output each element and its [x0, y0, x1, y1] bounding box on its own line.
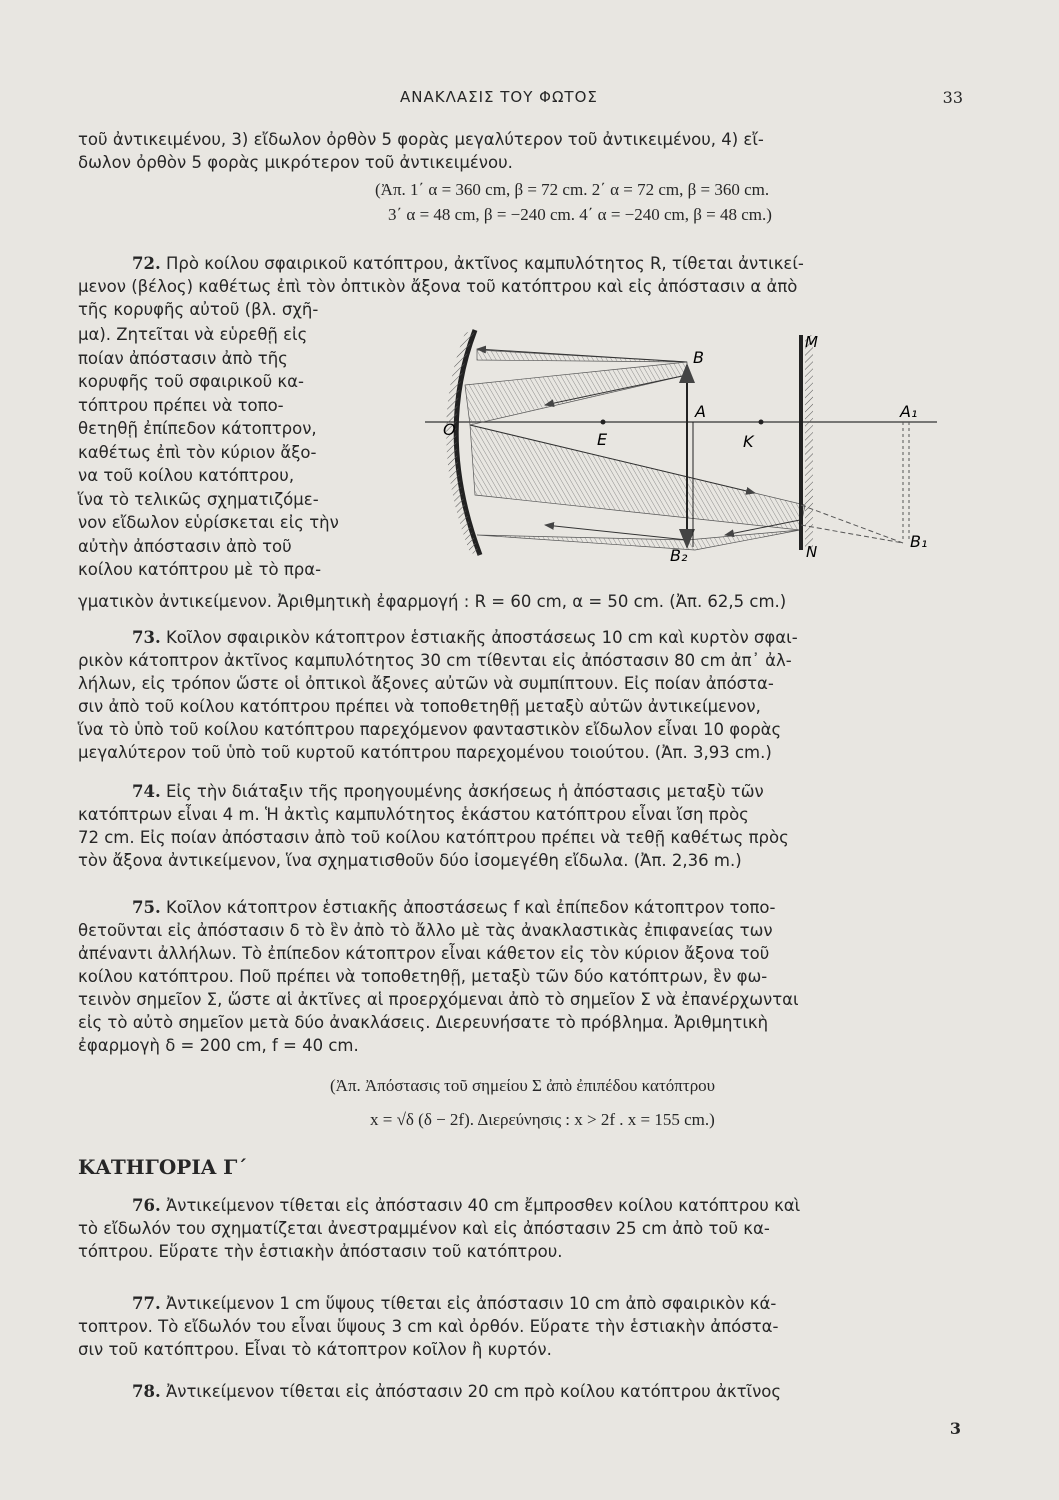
exercise-line: 72 cm. Εἰς ποίαν ἀπόστασιν ἀπὸ τοῦ κοίλου κατόπτρου πρέπει νὰ τεθῇ καθέτως πρὸς	[78, 828, 789, 847]
exercise-line: τὸ εἴδωλόν του σχηματίζεται ἀνεστραμμένον καὶ εἰς ἀπόστασιν 25 cm ἀπὸ τοῦ κα-	[78, 1219, 770, 1238]
exercise-line: ἀπέναντι ἀλλήλων. Τὸ ἐπίπεδον κάτοπτρον εἶναι κάθετον εἰς τὸν κύριον ἄξονα τοῦ	[78, 944, 770, 963]
narrow-line: αὐτὴν ἀπόστασιν ἀπὸ τοῦ	[78, 536, 292, 556]
exercise-number: 78.	[132, 1382, 161, 1401]
figure-svg	[425, 325, 955, 575]
exercise-line: τῆς κορυφῆς αὐτοῦ (βλ. σχῆ-	[78, 300, 319, 319]
center-point	[759, 420, 764, 425]
exercise-text: Ἀντικείμενον 1 cm ὕψους τίθεται εἰς ἀπόστασιν 10 cm ἀπὸ σφαιρικὸν κά-	[165, 1294, 777, 1313]
beam-region	[465, 362, 687, 425]
exercise-72	[78, 252, 964, 321]
intro-line: τοῦ ἀντικειμένου, 3) εἴδωλον ὀρθὸν 5 φορὰς μεγαλύτερον τοῦ ἀντικειμένου, 4) εἴ-	[78, 130, 764, 149]
signature-mark: 3	[949, 1419, 961, 1438]
narrow-line: κορυφῆς τοῦ σφαιρικοῦ κα-	[78, 372, 304, 391]
exercise-line: τεινὸν σημεῖον Σ, ὥστε αἱ ἀκτῖνες αἱ προερχόμεναι ἀπὸ τὸ σημεῖον Σ νὰ ἐπανέρχωνται	[78, 990, 799, 1009]
exercise-78	[78, 1380, 964, 1403]
exercise-line: μενον (βέλος) καθέτως ἐπὶ τὸν ὀπτικὸν ἄξονα τοῦ κατόπτρου καὶ εἰς ἀπόστασιν α ἀπὸ	[78, 277, 798, 296]
exercise-line: ἐφαρμογὴ δ = 200 cm, f = 40 cm.	[78, 1036, 359, 1055]
section-title: ΚΑΤΗΓΟΡΙΑ Γ΄	[78, 1155, 248, 1179]
exercise-line: εἰς τὸ αὐτὸ σημεῖον μετὰ δύο ἀνακλάσεις. Διερευνήσατε τὸ πρόβλημα. Ἀριθμητικὴ	[78, 1013, 769, 1032]
exercise-line	[78, 1292, 964, 1315]
label-B2: B₂	[670, 546, 688, 565]
label-B: B	[693, 348, 704, 367]
label-B1: B₁	[910, 532, 928, 551]
label-N: N	[806, 543, 818, 561]
exercise-number: 74.	[132, 782, 161, 801]
beam-region	[470, 425, 805, 530]
exercise-line: γματικὸν ἀντικείμενον. Ἀριθμητικὴ ἐφαρμογή : R = 60 cm, α = 50 cm. (Ἀπ. 62,5 cm.)	[78, 592, 787, 611]
exercise-line	[78, 1380, 964, 1403]
label-A: A	[695, 402, 706, 421]
page-number: 33	[942, 88, 963, 107]
exercise-number: 72.	[132, 254, 161, 273]
mirror-figure	[425, 325, 955, 575]
exercise-76	[78, 1194, 964, 1263]
exercise-text: Κοῖλον σφαιρικὸν κάτοπτρον ἑστιακῆς ἀποστάσεως 10 cm καὶ κυρτὸν σφαι-	[165, 628, 798, 647]
narrow-line: τόπτρου πρέπει νὰ τοπο-	[78, 395, 284, 415]
exercise-73	[78, 626, 964, 764]
label-O: O	[443, 420, 456, 439]
exercise-line: τόπτρου. Εὕρατε τὴν ἑστιακὴν ἀπόστασιν τοῦ κατόπτρου.	[78, 1242, 563, 1261]
exercise-line: σιν τοῦ κατόπτρου. Εἶναι τὸ κάτοπτρον κοῖλον ἢ κυρτόν.	[78, 1340, 552, 1359]
narrow-line: νον εἴδωλον εὑρίσκεται εἰς τὴν	[78, 513, 339, 532]
virtual-ray	[801, 525, 903, 543]
narrow-line: να τοῦ κοίλου κατόπτρου,	[78, 466, 295, 485]
intro-line: δωλον ὀρθὸν 5 φορὰς μικρότερον τοῦ ἀντικειμένου.	[78, 153, 513, 172]
narrow-line: μα). Ζητεῖται νὰ εὑρεθῇ εἰς	[78, 325, 308, 344]
exercise-line: ἵνα τὸ ὑπὸ τοῦ κοίλου κατόπτρου παρεχόμενον φανταστικὸν εἴδωλον εἶναι 10 φορὰς	[78, 720, 782, 739]
exercise-line	[78, 626, 964, 649]
intro-answer: 3΄ α = 48 cm, β = −240 cm. 4΄ α = −240 cm, β = 48 cm.)	[388, 205, 772, 224]
exercise-line	[78, 896, 964, 919]
exercise-text: Ἀντικείμενον τίθεται εἰς ἀπόστασιν 40 cm ἔμπροσθεν κοίλου κατόπτρου καὶ	[165, 1196, 801, 1215]
narrow-line: θετηθῇ ἐπίπεδον κάτοπτρον,	[78, 419, 317, 438]
exercise-72-end	[78, 590, 964, 613]
virtual-ray	[801, 505, 903, 543]
plane-mirror-hatching	[805, 335, 813, 550]
narrow-line: καθέτως ἐπὶ τὸν κύριον ἄξο-	[78, 442, 317, 462]
exercise-line: κοίλου κατόπτρου. Ποῦ πρέπει νὰ τοποθετηθῇ, μεταξὺ τῶν δύο κατόπτρων, ἓν φω-	[78, 967, 768, 986]
page-header	[0, 88, 1059, 112]
exercise-line	[78, 252, 964, 275]
intro-answer: (Ἀπ. 1΄ α = 360 cm, β = 72 cm. 2΄ α = 72 cm, β = 360 cm.	[375, 180, 770, 199]
exercise-74	[78, 780, 964, 872]
narrow-line: κοίλου κατόπτρου μὲ τὸ πρα-	[78, 560, 322, 579]
exercise-text: Πρὸ κοίλου σφαιρικοῦ κατόπτρου, ἀκτῖνος καμπυλότητος R, τίθεται ἀντικεί-	[165, 254, 804, 273]
label-E: E	[597, 430, 608, 449]
exercise-77	[78, 1292, 964, 1361]
running-title: ΑΝΑΚΛΑΣΙΣ ΤΟΥ ΦΩΤΟΣ	[400, 88, 598, 106]
exercise-75-answer: x = √δ (δ − 2f). Διερεύνησις : x > 2f . x = 155 cm.)	[370, 1110, 715, 1129]
exercise-line: κατόπτρων εἶναι 4 m. Ἡ ἀκτὶς καμπυλότητος ἑκάστου κατόπτρου εἶναι ἴση πρὸς	[78, 805, 749, 824]
exercise-text: Ἀντικείμενον τίθεται εἰς ἀπόστασιν 20 cm πρὸ κοίλου κατόπτρου ἀκτῖνος	[165, 1382, 782, 1401]
exercise-number: 75.	[132, 898, 161, 917]
narrow-line: ποίαν ἀπόστασιν ἀπὸ τῆς	[78, 348, 288, 368]
exercise-number: 76.	[132, 1196, 161, 1215]
exercise-line: τοπτρον. Τὸ εἴδωλόν του εἶναι ὕψους 3 cm καὶ ὀρθόν. Εὕρατε τὴν ἑστιακὴν ἀπόστα-	[78, 1317, 779, 1336]
label-M: M	[805, 333, 818, 351]
narrow-line: ἵνα τὸ τελικῶς σχηματιζόμε-	[78, 489, 319, 509]
exercise-number: 73.	[132, 628, 161, 647]
focal-point	[601, 420, 606, 425]
label-K: K	[743, 432, 754, 451]
exercise-text: Εἰς τὴν διάταξιν τῆς προηγουμένης ἀσκήσεως ἡ ἀπόστασις μεταξὺ τῶν	[165, 782, 764, 801]
exercise-line	[78, 1194, 964, 1217]
intro-block	[78, 128, 964, 174]
exercise-line: σιν ἀπὸ τοῦ κοίλου κατόπτρου πρέπει νὰ τοποθετηθῇ μεταξὺ αὐτῶν ἀντικείμενον,	[78, 697, 761, 716]
exercise-line: τὸν ἄξονα ἀντικείμενον, ἵνα σχηματισθοῦν δύο ἰσομεγέθη εἴδωλα. (Ἀπ. 2,36 m.)	[78, 851, 742, 870]
exercise-75	[78, 896, 964, 1057]
exercise-number: 77.	[132, 1294, 161, 1313]
exercise-text: Κοῖλον κάτοπτρον ἑστιακῆς ἀποστάσεως f καὶ ἐπίπεδον κάτοπτρον τοπο-	[165, 898, 776, 917]
exercise-72-narrow	[78, 323, 408, 582]
exercise-line: θετοῦνται εἰς ἀπόστασιν δ τὸ ἓν ἀπὸ τὸ ἄλλο μὲ τὰς ἀνακλαστικὰς ἐπιφανείας των	[78, 921, 773, 940]
exercise-line: ρικὸν κάτοπτρον ἀκτῖνος καμπυλότητος 30 cm τίθενται εἰς ἀπόστασιν 80 cm ἀπ᾽ ἀλ-	[78, 651, 792, 670]
exercise-line: μεγαλύτερον τοῦ ὑπὸ τοῦ κυρτοῦ κατόπτρου παρεχομένου τοιούτου. (Ἀπ. 3,93 cm.)	[78, 743, 772, 762]
exercise-75-answer: (Ἀπ. Ἀπόστασις τοῦ σημείου Σ ἀπὸ ἐπιπέδου κατόπτρου	[330, 1076, 716, 1095]
beam-region	[477, 530, 800, 550]
exercise-line	[78, 780, 964, 803]
label-A1: A₁	[900, 402, 918, 421]
exercise-line: λήλων, εἰς τρόπον ὥστε οἱ ὀπτικοὶ ἄξονες αὐτῶν νὰ συμπίπτουν. Εἰς ποίαν ἀπόστα-	[78, 674, 774, 693]
